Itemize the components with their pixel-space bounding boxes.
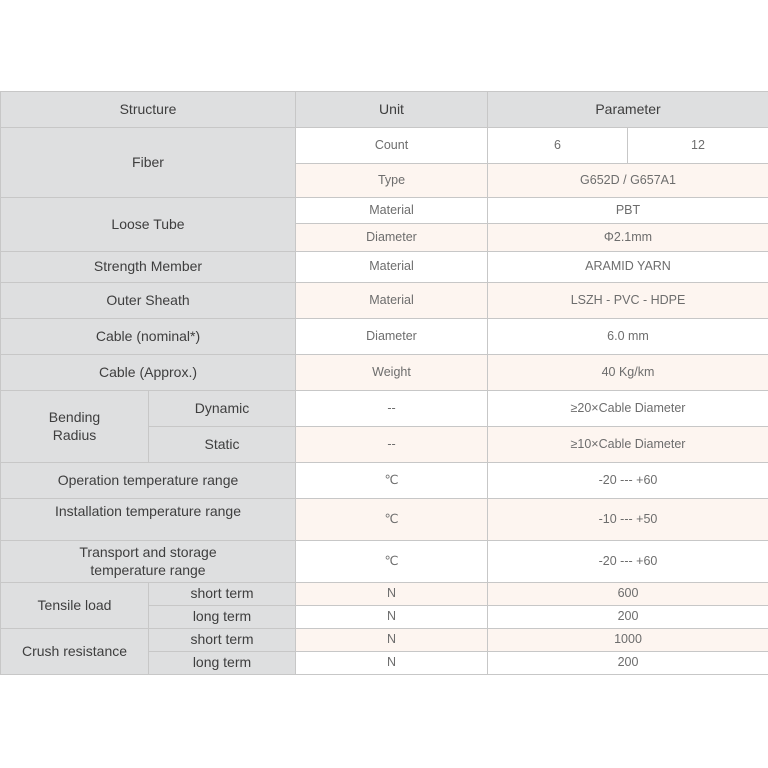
transport-temp-line2: temperature range (90, 561, 206, 578)
cable-approx-unit: Weight (296, 355, 488, 391)
bending-radius-line2: Radius (52, 426, 97, 443)
table-row (1, 583, 768, 606)
outer-sheath-unit: Material (296, 283, 488, 319)
crush-long-label: long term (149, 652, 296, 675)
tensile-long-label: long term (149, 606, 296, 629)
crush-short-label: short term (149, 629, 296, 652)
tensile-long-unit: N (296, 606, 488, 629)
bending-dynamic-label: Dynamic (149, 391, 296, 427)
operation-temp-unit: ℃ (296, 463, 488, 499)
transport-temp-value: -20 --- +60 (488, 541, 768, 583)
header-row (1, 92, 768, 128)
table-row (1, 629, 768, 652)
loose-tube-material-unit: Material (296, 198, 488, 224)
table-row (1, 198, 768, 224)
installation-temp-unit: ℃ (296, 499, 488, 541)
table-row (1, 463, 768, 499)
table-row (1, 319, 768, 355)
fiber-count-unit: Count (296, 128, 488, 164)
fiber-label: Fiber (1, 128, 296, 198)
loose-tube-diameter-value: Φ2.1mm (488, 224, 768, 252)
bending-radius-label (1, 391, 149, 463)
header-unit: Unit (296, 92, 488, 128)
strength-member-label: Strength Member (1, 252, 296, 283)
cable-nominal-value: 6.0 mm (488, 319, 768, 355)
table-row (1, 541, 768, 583)
fiber-count-6: 6 (488, 128, 628, 164)
bending-static-value: ≥10×Cable Diameter (488, 427, 768, 463)
operation-temp-value: -20 --- +60 (488, 463, 768, 499)
installation-temp-value: -10 --- +50 (488, 499, 768, 541)
bending-dynamic-value: ≥20×Cable Diameter (488, 391, 768, 427)
table-row (1, 252, 768, 283)
cable-nominal-label: Cable (nominal*) (1, 319, 296, 355)
table-row (1, 391, 768, 427)
bending-static-label: Static (149, 427, 296, 463)
strength-member-unit: Material (296, 252, 488, 283)
fiber-count-12: 12 (628, 128, 768, 164)
cable-approx-label: Cable (Approx.) (1, 355, 296, 391)
operation-temp-label: Operation temperature range (1, 463, 296, 499)
loose-tube-diameter-unit: Diameter (296, 224, 488, 252)
outer-sheath-value: LSZH - PVC - HDPE (488, 283, 768, 319)
header-parameter: Parameter (488, 92, 768, 128)
bending-radius-line1: Bending (48, 409, 101, 425)
transport-temp-line1: Transport and storage (79, 544, 217, 560)
fiber-type-value: G652D / G657A1 (488, 164, 768, 198)
tensile-short-unit: N (296, 583, 488, 606)
crush-resistance-label: Crush resistance (1, 629, 149, 675)
cable-nominal-unit: Diameter (296, 319, 488, 355)
bending-static-unit: -- (296, 427, 488, 463)
spec-table (0, 91, 768, 675)
table-row (1, 355, 768, 391)
cable-approx-value: 40 Kg/km (488, 355, 768, 391)
tensile-load-label: Tensile load (1, 583, 149, 629)
table-row (1, 283, 768, 319)
crush-short-unit: N (296, 629, 488, 652)
crush-long-unit: N (296, 652, 488, 675)
transport-temp-label (1, 541, 296, 583)
transport-temp-unit: ℃ (296, 541, 488, 583)
loose-tube-label: Loose Tube (1, 198, 296, 252)
tensile-long-value: 200 (488, 606, 768, 629)
loose-tube-material-value: PBT (488, 198, 768, 224)
outer-sheath-label: Outer Sheath (1, 283, 296, 319)
crush-long-value: 200 (488, 652, 768, 675)
bending-dynamic-unit: -- (296, 391, 488, 427)
table-row (1, 499, 768, 541)
tensile-short-label: short term (149, 583, 296, 606)
tensile-short-value: 600 (488, 583, 768, 606)
fiber-type-unit: Type (296, 164, 488, 198)
strength-member-value: ARAMID YARN (488, 252, 768, 283)
header-structure: Structure (1, 92, 296, 128)
table-row (1, 128, 768, 164)
installation-temp-label: Installation temperature range (1, 499, 296, 541)
crush-short-value: 1000 (488, 629, 768, 652)
